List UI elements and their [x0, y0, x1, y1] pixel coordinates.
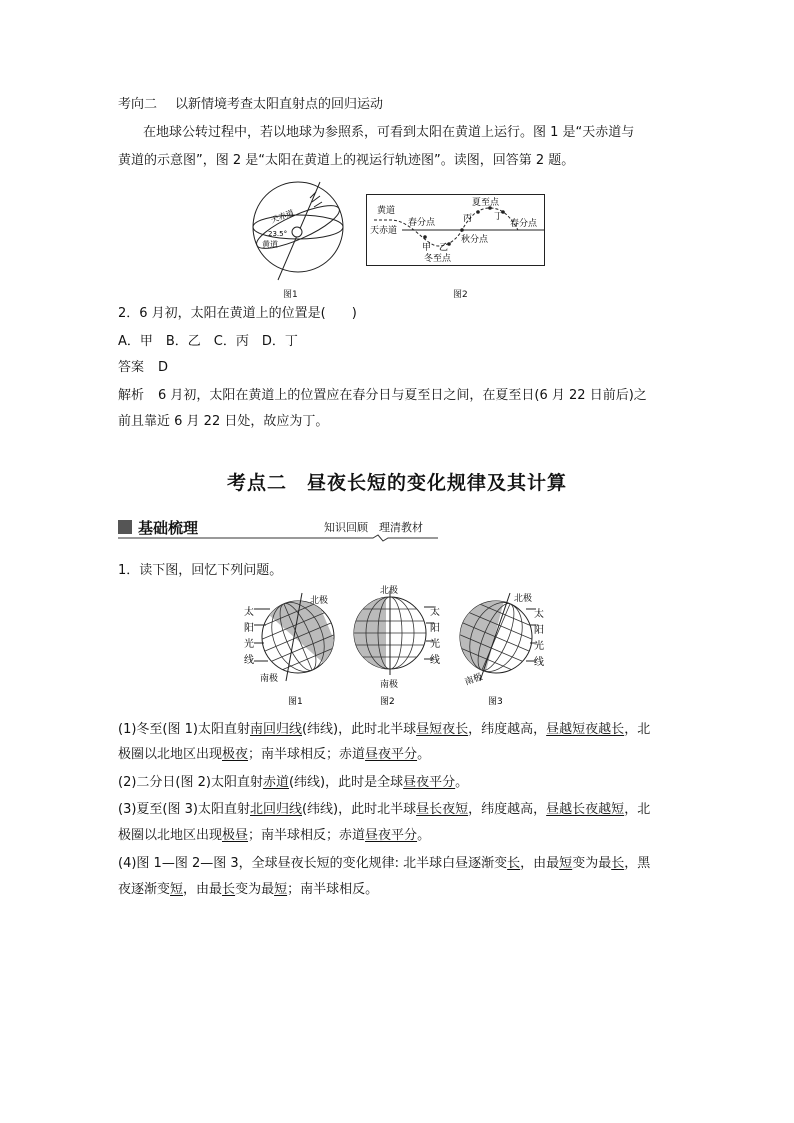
point-4-line-2	[118, 882, 378, 898]
analysis-line-2: 前且靠近 6 月 22 日处，故应为丁。	[118, 414, 329, 429]
answer-blank: 昼夜平分	[403, 775, 456, 790]
answer-blank: 赤道	[262, 775, 289, 790]
text-segment: ，纬度越高，	[468, 722, 547, 737]
point-4-line-1	[118, 856, 650, 872]
globe2-south-label: 南极	[380, 680, 399, 690]
point-2-line	[118, 775, 468, 791]
answer-blank: 长	[222, 882, 236, 897]
answer-blank: 短	[559, 856, 573, 871]
globe1-sun-4: 线	[244, 655, 254, 666]
banner-square-icon	[118, 520, 132, 534]
globe2-caption: 图2	[380, 697, 395, 705]
globe3-sun-2: 阳	[534, 625, 544, 636]
text-segment: (4)图 1—图 2—图 3，全球昼夜长短的变化规律: 北半球白昼逐渐变	[118, 856, 508, 871]
answer-label: 答案	[118, 360, 145, 375]
text-segment: ，北	[624, 802, 651, 817]
question-options: A．甲 B．乙 C．丙 D．丁	[118, 334, 298, 349]
globe2-sun-1: 太	[430, 607, 440, 618]
point-3-line-1	[118, 802, 650, 818]
text-segment: (3)夏至(图 3)太阳直射	[118, 802, 250, 817]
answer-blank: 长	[611, 856, 625, 871]
answer-line	[118, 360, 168, 376]
globe3-north-label: 北极	[514, 594, 533, 604]
answer-blank: 昼夜平分	[365, 828, 418, 843]
fig1-equator-label: 天赤道	[269, 208, 296, 225]
banner-title: 基础梳理	[138, 519, 199, 537]
answer-blank: 昼短夜长	[416, 722, 469, 737]
answer-blank: 北回归线	[249, 802, 302, 817]
text-segment: ；南半球相反。	[287, 882, 379, 897]
globe1-sun-3: 光	[244, 639, 254, 650]
text-segment: 。	[417, 828, 431, 843]
autumn-equinox-point	[460, 228, 464, 232]
earth-dot	[292, 227, 302, 237]
globe2-north-label: 北极	[380, 586, 399, 596]
banner-subtitle: 知识回顾 理清教材	[324, 521, 423, 534]
direction-heading	[118, 97, 383, 113]
text-segment: 。	[417, 747, 431, 762]
top-fig1-caption: 图1	[283, 290, 298, 300]
answer-value: D	[158, 360, 169, 375]
point-bing	[476, 210, 480, 214]
text-segment: ；南半球相反；赤道	[248, 747, 366, 762]
top-fig2-caption: 图2	[453, 290, 468, 300]
globe3-caption: 图3	[488, 697, 503, 705]
answer-blank: 昼越长夜越短	[546, 802, 625, 817]
fig2-jia-label: 甲	[422, 243, 432, 253]
globe3-sun-3: 光	[534, 641, 544, 652]
globe1-caption: 图1	[288, 697, 303, 705]
sun-rays	[310, 192, 322, 207]
globe-2	[352, 591, 434, 675]
point-1-line-2	[118, 747, 430, 763]
banner-underline	[118, 534, 438, 542]
globe2-sun-2: 阳	[430, 623, 440, 634]
fig2-ecliptic-label: 黄道	[377, 206, 396, 216]
answer-blank: 极夜	[222, 747, 249, 762]
text-segment: 变为最	[572, 856, 612, 871]
fig2-ding-label: 丁	[494, 212, 504, 222]
answer-blank: 长	[507, 856, 521, 871]
fig2-bing-label: 丙	[463, 214, 473, 224]
answer-blank: 短	[274, 882, 288, 897]
text-segment: (纬线)，此时是全球	[288, 775, 404, 790]
globe2-sun-4: 线	[430, 655, 440, 666]
text-segment: (2)二分日(图 2)太阳直射	[118, 775, 263, 790]
globes-figure	[240, 585, 560, 705]
globe1-south-label: 南极	[260, 674, 279, 684]
direction-label: 考向二	[118, 97, 158, 112]
text-segment: ；南半球相反；赤道	[248, 828, 366, 843]
text-segment: ，由最	[520, 856, 560, 871]
point-1-line-1	[118, 722, 650, 738]
section-title: 考点二 昼夜长短的变化规律及其计算	[226, 472, 567, 494]
text-segment: (1)冬至(图 1)太阳直射	[118, 722, 250, 737]
text-segment: 夜逐渐变	[118, 882, 171, 897]
section-banner	[118, 517, 438, 541]
text-segment: 极圈以北地区出现	[118, 828, 223, 843]
globe3-south-label: 南极	[463, 672, 484, 688]
fig2-yi-label: 乙	[439, 243, 449, 253]
analysis-label: 解析	[118, 388, 145, 403]
text-segment: 。	[455, 775, 469, 790]
point-3-line-2	[118, 828, 430, 844]
globe2-sun-3: 光	[430, 639, 440, 650]
fig2-winter-label: 冬至点	[424, 254, 452, 264]
intro-line-1: 在地球公转过程中，若以地球为参照系，可看到太阳在黄道上运行。图 1 是“天赤道与	[143, 125, 635, 140]
fig1-angle-label: 23.5°	[268, 230, 288, 238]
text-segment: ，纬度越高，	[468, 802, 547, 817]
answer-blank: 南回归线	[249, 722, 302, 737]
direction-title: 以新情境考查太阳直射点的回归运动	[175, 97, 384, 112]
globe1-sun-2: 阳	[244, 623, 254, 634]
answer-blank: 昼长夜短	[416, 802, 469, 817]
text-segment: ，由最	[183, 882, 223, 897]
text-segment: ，北	[624, 722, 651, 737]
text-segment: 变为最	[235, 882, 275, 897]
globe3-sun-1: 太	[534, 609, 544, 620]
point-jia	[423, 235, 427, 239]
globe1-north-label: 北极	[310, 596, 329, 606]
fig2-autumn-label: 秋分点	[461, 235, 489, 245]
globe1-sun-1: 太	[244, 607, 254, 618]
text-segment: (纬线)，此时北半球	[301, 722, 417, 737]
answer-blank: 昼夜平分	[365, 747, 418, 762]
answer-blank: 短	[170, 882, 184, 897]
fig1-ecliptic-label: 黄道	[262, 240, 278, 249]
item-1-text: 1．读下图，回忆下列问题。	[118, 563, 283, 578]
analysis-line-1	[118, 388, 647, 404]
celestial-sphere-figure	[250, 180, 350, 290]
fig2-spring2-label: 春分点	[510, 219, 538, 229]
apparent-path-figure	[366, 194, 546, 270]
intro-line-2: 黄道的示意图”，图 2 是“太阳在黄道上的视运行轨迹图”。读图，回答第 2 题。	[118, 153, 575, 168]
answer-blank: 极昼	[222, 828, 249, 843]
fig2-summer-label: 夏至点	[472, 198, 500, 208]
text-segment: 极圈以北地区出现	[118, 747, 223, 762]
analysis-text-1: 6 月初，太阳在黄道上的位置应在春分日与夏至日之间，在夏至日(6 月 22 日前后)之	[158, 388, 647, 403]
globe3-sun-4: 线	[534, 657, 544, 668]
text-segment: (纬线)，此时北半球	[301, 802, 417, 817]
fig2-equator-label: 天赤道	[370, 226, 398, 236]
text-segment: ，黑	[624, 856, 651, 871]
answer-blank: 昼越短夜越长	[546, 722, 625, 737]
fig2-spring-label: 春分点	[408, 218, 436, 228]
question-stem: 2．6 月初，太阳在黄道上的位置是( )	[118, 306, 357, 321]
